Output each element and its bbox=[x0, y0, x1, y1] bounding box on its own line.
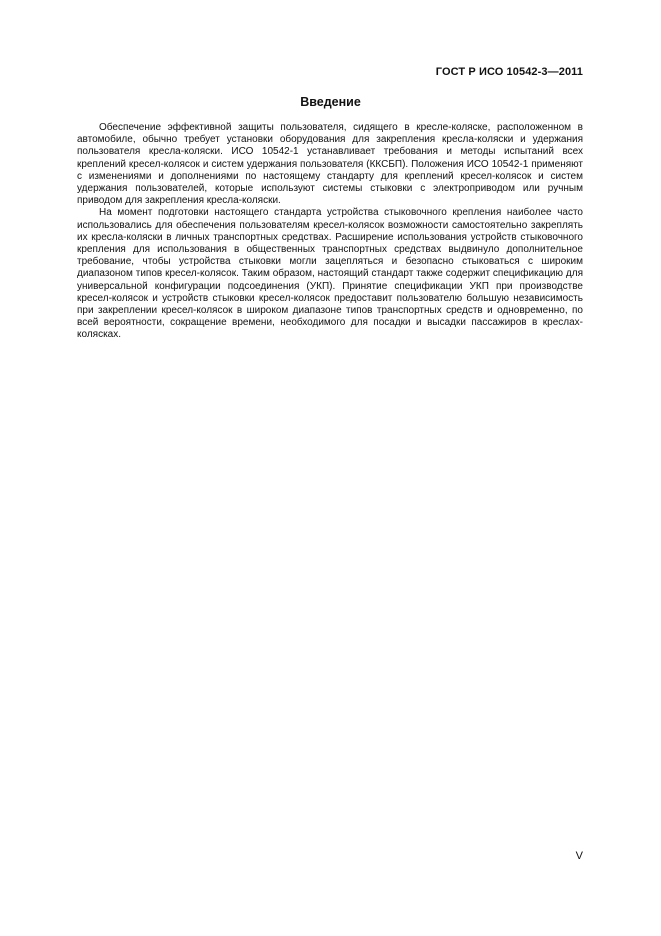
paragraph-2: На момент подготовки настоящего стандарта устройства стыковочного крепления наиболее часто использовались для обеспечения пользователям кресел-колясок возможности самостоятельно закреплять их кресла-коляски в личных транспортных средствах. Расширение использования устройств стыковочного крепления для использования в общественных транспортных средствах выдвинуло дополнительное требование, чтобы устройства стыковки могли зацепляться и безопасно стыковаться с широким диапазоном типов кресел-колясок. Таким образом, настоящий стандарт также содержит спецификацию для универсальной конфигурации подсоединения (УКП). Принятие спецификации УКП при производстве кресел-колясок и устройств стыковки кресел-колясок предоставит пользователю большую независимость при закреплении кресел-колясок в широком диапазоне типов транспортных средств и одновременно, по всей вероятности, сокращение времени, необходимого для посадки и высадки пассажиров в креслах-колясках. bbox=[77, 207, 583, 341]
paragraph-1: Обеспечение эффективной защиты пользователя, сидящего в кресле-коляске, расположенном в автомобиле, обычно требует установки оборудования для закрепления кресла-коляски и удержания пользователя кресла-коляски. ИСО 10542-1 устанавливает требования и методы испытаний всех креплений кресел-колясок и систем удержания пользователя (ККСБП). Положения ИСО 10542-1 применяют с изменениями и дополнениями по настоящему стандарту для креплений кресел-колясок и систем удержания пользователей, которые используют системы стыковки с электроприводом или ручным приводом для закрепления кресла-коляски. bbox=[77, 122, 583, 207]
introduction-body bbox=[77, 122, 583, 342]
page-number: V bbox=[575, 850, 583, 862]
document-standard-code: ГОСТ Р ИСО 10542-3—2011 bbox=[435, 66, 583, 78]
section-title: Введение bbox=[300, 95, 361, 109]
